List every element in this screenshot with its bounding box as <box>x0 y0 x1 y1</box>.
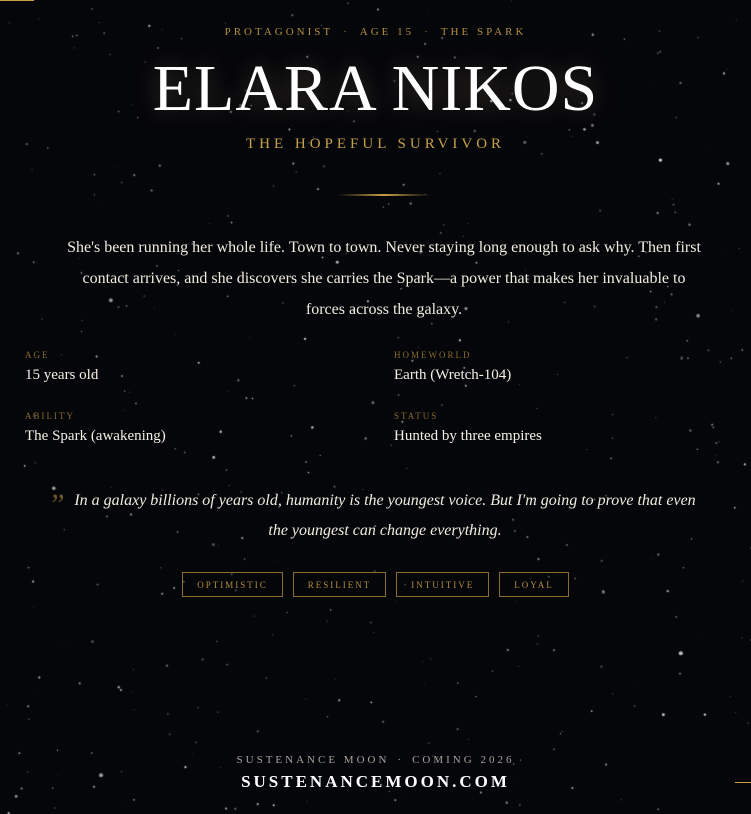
separator-dot: · <box>343 26 350 38</box>
stat-age <box>25 350 98 384</box>
stat-value: Earth (Wretch-104) <box>394 367 512 383</box>
stat-ability <box>25 411 166 445</box>
character-eyebrow <box>0 26 751 38</box>
stat-status <box>394 411 542 445</box>
series-name: SUSTENANCE MOON <box>236 754 390 766</box>
stat-value: The Spark (awakening) <box>25 428 166 444</box>
trait-tag-intuitive: INTUITIVE <box>396 572 489 597</box>
stat-value: 15 years old <box>25 367 99 383</box>
website-link[interactable]: SUSTENANCEMOON.COM <box>241 772 510 791</box>
character-quote: In a galaxy billions of years old, humanity is the youngest voice. But I'm going to prove that even the youngest can change everything. <box>74 492 696 539</box>
stat-label: STATUS <box>394 411 439 421</box>
character-bio: She's been running her whole life. Town to town. Never staying long enough to ask why. Then first contact arrives, and she discovers she carries the Spark—a power that makes her invaluable to forces across the galaxy. <box>67 239 701 318</box>
age-tag: AGE 15 <box>359 26 415 38</box>
character-name: ELARA NIKOS <box>152 52 599 125</box>
footer-tagline <box>0 754 751 766</box>
separator-dot: · <box>397 754 405 766</box>
gold-divider <box>338 194 430 196</box>
stat-label: AGE <box>25 350 50 360</box>
stat-label: HOMEWORLD <box>394 350 472 360</box>
stat-label: ABILITY <box>25 411 75 421</box>
role-label: PROTAGONIST <box>224 26 334 38</box>
stat-value: Hunted by three empires <box>394 428 542 444</box>
separator-dot: · <box>424 26 431 38</box>
release-date: COMING 2026 <box>412 754 515 766</box>
trait-tags <box>0 572 751 597</box>
quote-mark-icon: ” <box>48 488 65 521</box>
character-subtitle: THE HOPEFUL SURVIVOR <box>245 136 506 152</box>
stat-homeworld <box>394 350 511 384</box>
trait-tag-resilient: RESILIENT <box>293 572 387 597</box>
trait-tag-loyal: LOYAL <box>499 572 569 597</box>
spark-tag: THE SPARK <box>440 26 527 38</box>
trait-tag-optimistic: OPTIMISTIC <box>182 572 283 597</box>
